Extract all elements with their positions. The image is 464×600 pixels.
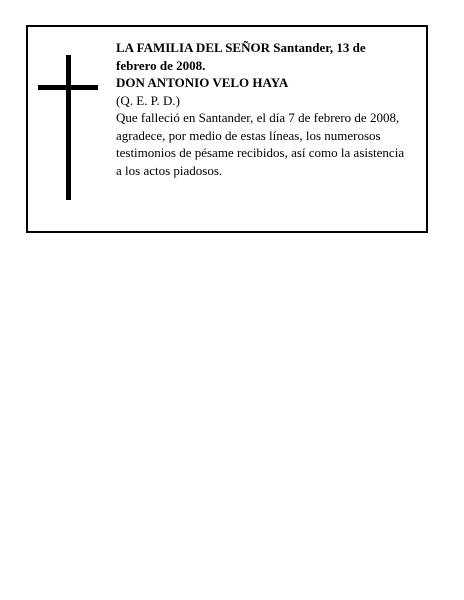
notice-body-line-3: testimonios de pésame recibidos, así como la asistencia (116, 145, 405, 160)
rip-abbreviation: (Q. E. P. D.) (116, 92, 180, 108)
notice-body-line-2: agradece, por medio de estas líneas, los numerosos (116, 127, 381, 143)
cross-horizontal-bar (38, 85, 98, 90)
obituary-notice (26, 25, 428, 233)
notice-text (116, 39, 422, 179)
deceased-name: DON ANTONIO VELO HAYA (116, 75, 289, 90)
cross-vertical-bar (66, 55, 71, 200)
notice-body-line-1: Que falleció en Santander, el día 7 de febrero de 2008, (116, 110, 400, 125)
cross-icon (38, 55, 98, 200)
notice-body-line-4: a los actos piadosos. (116, 162, 223, 178)
notice-heading-line-2: febrero de 2008. (116, 57, 206, 73)
notice-heading-line-1: LA FAMILIA DEL SEÑOR Santander, 13 de (116, 40, 366, 55)
